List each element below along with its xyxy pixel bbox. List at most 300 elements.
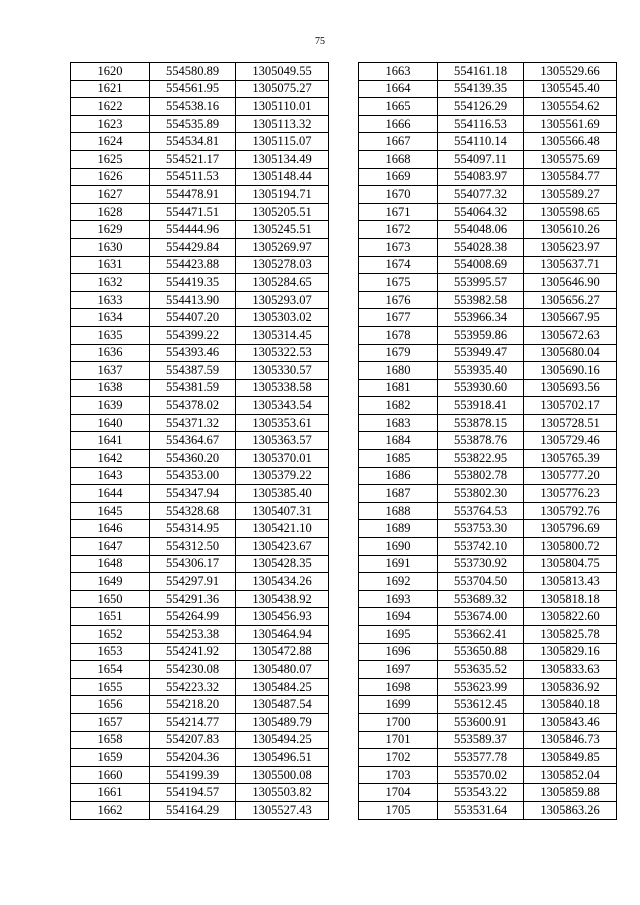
x-coordinate-cell: 554360.20: [150, 450, 236, 468]
x-coordinate-cell: 554218.20: [150, 696, 236, 714]
y-coordinate-cell: 1305278.03: [236, 256, 329, 274]
x-coordinate-cell: 554423.88: [150, 256, 236, 274]
x-coordinate-cell: 553753.30: [438, 520, 524, 538]
y-coordinate-cell: 1305843.46: [524, 713, 617, 731]
y-coordinate-cell: 1305833.63: [524, 661, 617, 679]
x-coordinate-cell: 554110.14: [438, 133, 524, 151]
table-row: [359, 256, 617, 274]
y-coordinate-cell: 1305836.92: [524, 678, 617, 696]
table-row: [359, 661, 617, 679]
point-number-cell: 1658: [71, 731, 150, 749]
y-coordinate-cell: 1305330.57: [236, 362, 329, 380]
point-number-cell: 1633: [71, 291, 150, 309]
x-coordinate-cell: 553878.15: [438, 414, 524, 432]
point-number-cell: 1663: [359, 63, 438, 81]
table-row: [359, 450, 617, 468]
x-coordinate-cell: 553918.41: [438, 397, 524, 415]
x-coordinate-cell: 554393.46: [150, 344, 236, 362]
coordinates-table-right: [358, 62, 617, 820]
x-coordinate-cell: 554048.06: [438, 221, 524, 239]
x-coordinate-cell: 554223.32: [150, 678, 236, 696]
point-number-cell: 1692: [359, 573, 438, 591]
point-number-cell: 1627: [71, 186, 150, 204]
table-row: [71, 221, 329, 239]
point-number-cell: 1652: [71, 626, 150, 644]
x-coordinate-cell: 554538.16: [150, 98, 236, 116]
table-row: [359, 801, 617, 819]
table-row: [71, 608, 329, 626]
table-row: [71, 626, 329, 644]
point-number-cell: 1632: [71, 274, 150, 292]
x-coordinate-cell: 554328.68: [150, 502, 236, 520]
table-row: [359, 238, 617, 256]
y-coordinate-cell: 1305480.07: [236, 661, 329, 679]
point-number-cell: 1691: [359, 555, 438, 573]
y-coordinate-cell: 1305293.07: [236, 291, 329, 309]
x-coordinate-cell: 553878.76: [438, 432, 524, 450]
point-number-cell: 1651: [71, 608, 150, 626]
table-row: [359, 309, 617, 327]
y-coordinate-cell: 1305434.26: [236, 573, 329, 591]
point-number-cell: 1676: [359, 291, 438, 309]
y-coordinate-cell: 1305575.69: [524, 150, 617, 168]
point-number-cell: 1673: [359, 238, 438, 256]
y-coordinate-cell: 1305690.16: [524, 362, 617, 380]
y-coordinate-cell: 1305846.73: [524, 731, 617, 749]
point-number-cell: 1674: [359, 256, 438, 274]
y-coordinate-cell: 1305680.04: [524, 344, 617, 362]
y-coordinate-cell: 1305496.51: [236, 749, 329, 767]
x-coordinate-cell: 554580.89: [150, 63, 236, 81]
table-row: [71, 98, 329, 116]
x-coordinate-cell: 554126.29: [438, 98, 524, 116]
point-number-cell: 1684: [359, 432, 438, 450]
point-number-cell: 1630: [71, 238, 150, 256]
x-coordinate-cell: 554230.08: [150, 661, 236, 679]
point-number-cell: 1698: [359, 678, 438, 696]
table-row: [71, 186, 329, 204]
point-number-cell: 1683: [359, 414, 438, 432]
table-row: [359, 643, 617, 661]
y-coordinate-cell: 1305421.10: [236, 520, 329, 538]
table-row: [359, 186, 617, 204]
y-coordinate-cell: 1305566.48: [524, 133, 617, 151]
x-coordinate-cell: 554161.18: [438, 63, 524, 81]
point-number-cell: 1700: [359, 713, 438, 731]
y-coordinate-cell: 1305194.71: [236, 186, 329, 204]
table-row: [71, 555, 329, 573]
point-number-cell: 1634: [71, 309, 150, 327]
x-coordinate-cell: 554207.83: [150, 731, 236, 749]
table-row: [71, 256, 329, 274]
point-number-cell: 1641: [71, 432, 150, 450]
y-coordinate-cell: 1305245.51: [236, 221, 329, 239]
x-coordinate-cell: 553662.41: [438, 626, 524, 644]
point-number-cell: 1688: [359, 502, 438, 520]
x-coordinate-cell: 553543.22: [438, 784, 524, 802]
table-row: [359, 362, 617, 380]
x-coordinate-cell: 554264.99: [150, 608, 236, 626]
point-number-cell: 1654: [71, 661, 150, 679]
y-coordinate-cell: 1305693.56: [524, 379, 617, 397]
table-row: [359, 555, 617, 573]
point-number-cell: 1656: [71, 696, 150, 714]
table-row: [71, 467, 329, 485]
y-coordinate-cell: 1305303.02: [236, 309, 329, 327]
x-coordinate-cell: 554371.32: [150, 414, 236, 432]
x-coordinate-cell: 554164.29: [150, 801, 236, 819]
point-number-cell: 1687: [359, 485, 438, 503]
coordinates-table-left: [70, 62, 329, 820]
y-coordinate-cell: 1305487.54: [236, 696, 329, 714]
y-coordinate-cell: 1305825.78: [524, 626, 617, 644]
table-body: [359, 63, 617, 820]
point-number-cell: 1659: [71, 749, 150, 767]
y-coordinate-cell: 1305637.71: [524, 256, 617, 274]
x-coordinate-cell: 554478.91: [150, 186, 236, 204]
x-coordinate-cell: 554378.02: [150, 397, 236, 415]
table-row: [359, 80, 617, 98]
point-number-cell: 1621: [71, 80, 150, 98]
table-row: [359, 467, 617, 485]
point-number-cell: 1697: [359, 661, 438, 679]
point-number-cell: 1645: [71, 502, 150, 520]
y-coordinate-cell: 1305472.88: [236, 643, 329, 661]
table-row: [71, 502, 329, 520]
point-number-cell: 1695: [359, 626, 438, 644]
table-row: [71, 696, 329, 714]
y-coordinate-cell: 1305598.65: [524, 203, 617, 221]
x-coordinate-cell: 553674.00: [438, 608, 524, 626]
x-coordinate-cell: 554511.53: [150, 168, 236, 186]
y-coordinate-cell: 1305148.44: [236, 168, 329, 186]
y-coordinate-cell: 1305269.97: [236, 238, 329, 256]
point-number-cell: 1669: [359, 168, 438, 186]
x-coordinate-cell: 554521.17: [150, 150, 236, 168]
point-number-cell: 1696: [359, 643, 438, 661]
y-coordinate-cell: 1305554.62: [524, 98, 617, 116]
table-row: [359, 98, 617, 116]
point-number-cell: 1638: [71, 379, 150, 397]
x-coordinate-cell: 554444.96: [150, 221, 236, 239]
y-coordinate-cell: 1305777.20: [524, 467, 617, 485]
table-row: [71, 203, 329, 221]
y-coordinate-cell: 1305813.43: [524, 573, 617, 591]
table-row: [359, 414, 617, 432]
table-row: [71, 362, 329, 380]
y-coordinate-cell: 1305623.97: [524, 238, 617, 256]
y-coordinate-cell: 1305464.94: [236, 626, 329, 644]
table-row: [71, 80, 329, 98]
y-coordinate-cell: 1305494.25: [236, 731, 329, 749]
x-coordinate-cell: 554419.35: [150, 274, 236, 292]
x-coordinate-cell: 553623.99: [438, 678, 524, 696]
table-row: [71, 168, 329, 186]
table-row: [71, 784, 329, 802]
point-number-cell: 1661: [71, 784, 150, 802]
table-row: [359, 713, 617, 731]
x-coordinate-cell: 553577.78: [438, 749, 524, 767]
table-row: [359, 608, 617, 626]
table-row: [359, 379, 617, 397]
table-row: [71, 63, 329, 81]
x-coordinate-cell: 554199.39: [150, 766, 236, 784]
point-number-cell: 1631: [71, 256, 150, 274]
table-row: [71, 274, 329, 292]
x-coordinate-cell: 553600.91: [438, 713, 524, 731]
y-coordinate-cell: 1305407.31: [236, 502, 329, 520]
y-coordinate-cell: 1305075.27: [236, 80, 329, 98]
x-coordinate-cell: 554413.90: [150, 291, 236, 309]
point-number-cell: 1662: [71, 801, 150, 819]
y-coordinate-cell: 1305338.58: [236, 379, 329, 397]
point-number-cell: 1671: [359, 203, 438, 221]
point-number-cell: 1664: [359, 80, 438, 98]
x-coordinate-cell: 553949.47: [438, 344, 524, 362]
y-coordinate-cell: 1305584.77: [524, 168, 617, 186]
table-row: [71, 801, 329, 819]
y-coordinate-cell: 1305804.75: [524, 555, 617, 573]
table-row: [71, 731, 329, 749]
y-coordinate-cell: 1305205.51: [236, 203, 329, 221]
x-coordinate-cell: 554291.36: [150, 590, 236, 608]
y-coordinate-cell: 1305656.27: [524, 291, 617, 309]
x-coordinate-cell: 554429.84: [150, 238, 236, 256]
x-coordinate-cell: 554407.20: [150, 309, 236, 327]
table-row: [71, 379, 329, 397]
point-number-cell: 1705: [359, 801, 438, 819]
table-row: [359, 678, 617, 696]
table-row: [359, 626, 617, 644]
y-coordinate-cell: 1305489.79: [236, 713, 329, 731]
point-number-cell: 1648: [71, 555, 150, 573]
y-coordinate-cell: 1305113.32: [236, 115, 329, 133]
point-number-cell: 1681: [359, 379, 438, 397]
point-number-cell: 1623: [71, 115, 150, 133]
point-number-cell: 1636: [71, 344, 150, 362]
table-row: [71, 485, 329, 503]
table-row: [359, 731, 617, 749]
x-coordinate-cell: 553730.92: [438, 555, 524, 573]
point-number-cell: 1689: [359, 520, 438, 538]
table-row: [359, 150, 617, 168]
x-coordinate-cell: 554116.53: [438, 115, 524, 133]
y-coordinate-cell: 1305049.55: [236, 63, 329, 81]
point-number-cell: 1628: [71, 203, 150, 221]
table-row: [71, 291, 329, 309]
y-coordinate-cell: 1305529.66: [524, 63, 617, 81]
y-coordinate-cell: 1305840.18: [524, 696, 617, 714]
x-coordinate-cell: 554241.92: [150, 643, 236, 661]
x-coordinate-cell: 553982.58: [438, 291, 524, 309]
y-coordinate-cell: 1305500.08: [236, 766, 329, 784]
y-coordinate-cell: 1305343.54: [236, 397, 329, 415]
table-row: [71, 450, 329, 468]
table-row: [71, 397, 329, 415]
point-number-cell: 1699: [359, 696, 438, 714]
table-row: [71, 326, 329, 344]
y-coordinate-cell: 1305776.23: [524, 485, 617, 503]
y-coordinate-cell: 1305322.53: [236, 344, 329, 362]
table-row: [359, 274, 617, 292]
table-row: [359, 573, 617, 591]
table-row: [71, 643, 329, 661]
x-coordinate-cell: 554306.17: [150, 555, 236, 573]
x-coordinate-cell: 553612.45: [438, 696, 524, 714]
point-number-cell: 1646: [71, 520, 150, 538]
point-number-cell: 1660: [71, 766, 150, 784]
table-row: [359, 749, 617, 767]
point-number-cell: 1677: [359, 309, 438, 327]
y-coordinate-cell: 1305370.01: [236, 450, 329, 468]
point-number-cell: 1640: [71, 414, 150, 432]
point-number-cell: 1629: [71, 221, 150, 239]
table-row: [359, 590, 617, 608]
point-number-cell: 1694: [359, 608, 438, 626]
y-coordinate-cell: 1305829.16: [524, 643, 617, 661]
y-coordinate-cell: 1305314.45: [236, 326, 329, 344]
x-coordinate-cell: 554028.38: [438, 238, 524, 256]
x-coordinate-cell: 553966.34: [438, 309, 524, 327]
point-number-cell: 1680: [359, 362, 438, 380]
point-number-cell: 1668: [359, 150, 438, 168]
y-coordinate-cell: 1305702.17: [524, 397, 617, 415]
x-coordinate-cell: 554214.77: [150, 713, 236, 731]
x-coordinate-cell: 554314.95: [150, 520, 236, 538]
point-number-cell: 1679: [359, 344, 438, 362]
x-coordinate-cell: 554008.69: [438, 256, 524, 274]
y-coordinate-cell: 1305849.85: [524, 749, 617, 767]
y-coordinate-cell: 1305503.82: [236, 784, 329, 802]
y-coordinate-cell: 1305284.65: [236, 274, 329, 292]
point-number-cell: 1622: [71, 98, 150, 116]
point-number-cell: 1666: [359, 115, 438, 133]
point-number-cell: 1643: [71, 467, 150, 485]
y-coordinate-cell: 1305134.49: [236, 150, 329, 168]
table-row: [71, 661, 329, 679]
table-row: [71, 432, 329, 450]
point-number-cell: 1678: [359, 326, 438, 344]
point-number-cell: 1701: [359, 731, 438, 749]
y-coordinate-cell: 1305561.69: [524, 115, 617, 133]
y-coordinate-cell: 1305423.67: [236, 538, 329, 556]
x-coordinate-cell: 553635.52: [438, 661, 524, 679]
table-row: [71, 150, 329, 168]
table-row: [359, 63, 617, 81]
point-number-cell: 1626: [71, 168, 150, 186]
table-row: [71, 520, 329, 538]
y-coordinate-cell: 1305353.61: [236, 414, 329, 432]
table-row: [71, 414, 329, 432]
x-coordinate-cell: 553930.60: [438, 379, 524, 397]
point-number-cell: 1672: [359, 221, 438, 239]
y-coordinate-cell: 1305796.69: [524, 520, 617, 538]
table-row: [359, 520, 617, 538]
point-number-cell: 1702: [359, 749, 438, 767]
y-coordinate-cell: 1305110.01: [236, 98, 329, 116]
x-coordinate-cell: 553802.30: [438, 485, 524, 503]
y-coordinate-cell: 1305456.93: [236, 608, 329, 626]
x-coordinate-cell: 553704.50: [438, 573, 524, 591]
point-number-cell: 1625: [71, 150, 150, 168]
x-coordinate-cell: 553589.37: [438, 731, 524, 749]
x-coordinate-cell: 553802.78: [438, 467, 524, 485]
x-coordinate-cell: 554077.32: [438, 186, 524, 204]
table-row: [359, 133, 617, 151]
point-number-cell: 1650: [71, 590, 150, 608]
x-coordinate-cell: 554561.95: [150, 80, 236, 98]
x-coordinate-cell: 553689.32: [438, 590, 524, 608]
table-row: [359, 538, 617, 556]
table-row: [359, 766, 617, 784]
point-number-cell: 1649: [71, 573, 150, 591]
x-coordinate-cell: 554064.32: [438, 203, 524, 221]
table-row: [71, 749, 329, 767]
x-coordinate-cell: 553531.64: [438, 801, 524, 819]
point-number-cell: 1690: [359, 538, 438, 556]
table-row: [71, 115, 329, 133]
point-number-cell: 1704: [359, 784, 438, 802]
y-coordinate-cell: 1305765.39: [524, 450, 617, 468]
y-coordinate-cell: 1305863.26: [524, 801, 617, 819]
y-coordinate-cell: 1305363.57: [236, 432, 329, 450]
y-coordinate-cell: 1305484.25: [236, 678, 329, 696]
x-coordinate-cell: 554387.59: [150, 362, 236, 380]
y-coordinate-cell: 1305667.95: [524, 309, 617, 327]
table-row: [71, 309, 329, 327]
point-number-cell: 1644: [71, 485, 150, 503]
y-coordinate-cell: 1305589.27: [524, 186, 617, 204]
point-number-cell: 1685: [359, 450, 438, 468]
point-number-cell: 1620: [71, 63, 150, 81]
table-row: [359, 344, 617, 362]
table-row: [359, 203, 617, 221]
y-coordinate-cell: 1305672.63: [524, 326, 617, 344]
page-number: 75: [315, 36, 325, 47]
table-body: [71, 63, 329, 820]
table-row: [359, 485, 617, 503]
x-coordinate-cell: 554399.22: [150, 326, 236, 344]
x-coordinate-cell: 554364.67: [150, 432, 236, 450]
x-coordinate-cell: 554347.94: [150, 485, 236, 503]
y-coordinate-cell: 1305822.60: [524, 608, 617, 626]
point-number-cell: 1657: [71, 713, 150, 731]
table-row: [71, 344, 329, 362]
point-number-cell: 1667: [359, 133, 438, 151]
x-coordinate-cell: 554353.00: [150, 467, 236, 485]
point-number-cell: 1665: [359, 98, 438, 116]
x-coordinate-cell: 553935.40: [438, 362, 524, 380]
x-coordinate-cell: 554139.35: [438, 80, 524, 98]
y-coordinate-cell: 1305792.76: [524, 502, 617, 520]
table-row: [359, 326, 617, 344]
table-row: [359, 221, 617, 239]
y-coordinate-cell: 1305545.40: [524, 80, 617, 98]
x-coordinate-cell: 554297.91: [150, 573, 236, 591]
point-number-cell: 1647: [71, 538, 150, 556]
table-row: [359, 115, 617, 133]
point-number-cell: 1624: [71, 133, 150, 151]
point-number-cell: 1642: [71, 450, 150, 468]
point-number-cell: 1682: [359, 397, 438, 415]
table-row: [71, 590, 329, 608]
table-row: [359, 168, 617, 186]
x-coordinate-cell: 553650.88: [438, 643, 524, 661]
y-coordinate-cell: 1305646.90: [524, 274, 617, 292]
x-coordinate-cell: 553570.02: [438, 766, 524, 784]
y-coordinate-cell: 1305428.35: [236, 555, 329, 573]
x-coordinate-cell: 554097.11: [438, 150, 524, 168]
